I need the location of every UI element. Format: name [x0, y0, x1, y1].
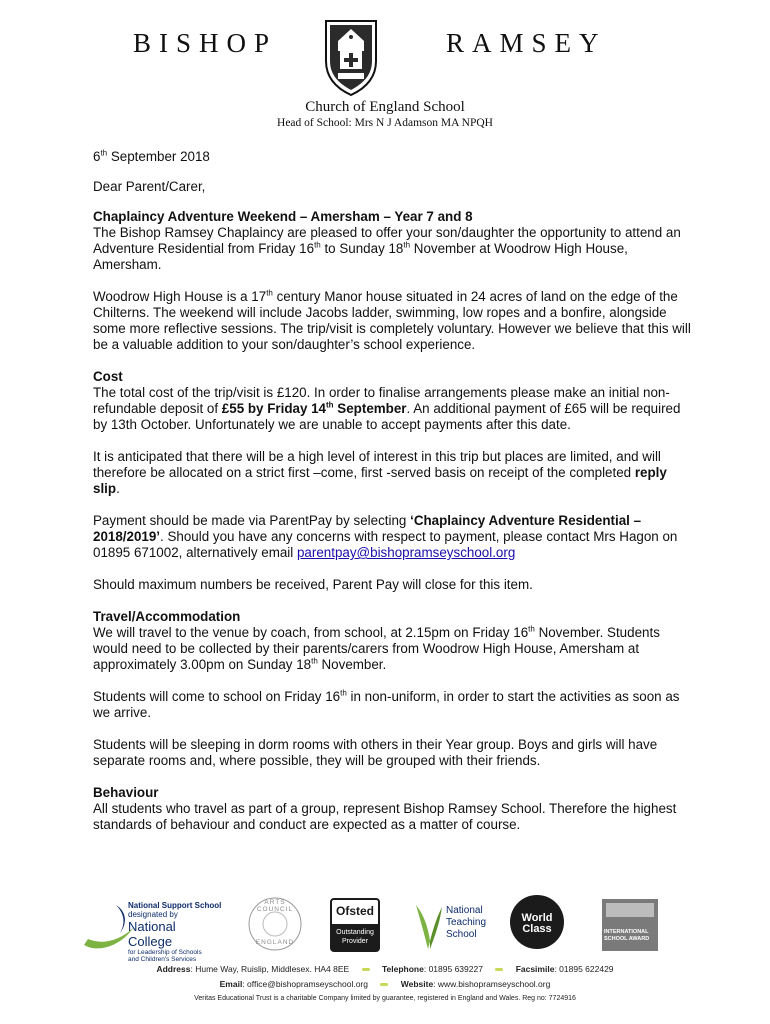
- school-name: Church of England School: [305, 99, 465, 115]
- travel-paragraph: Travel/Accommodation We will travel to the venue by coach, from school, at 2.15pm on Friday 16th November. Students would need to be collected by their parents/carers from Woodrow High House, Amersham at approximately 3.00pm on Sunday 18th November.: [93, 609, 660, 672]
- separator-dash: [362, 968, 370, 971]
- max-numbers-paragraph: Should maximum numbers be received, Parent Pay will close for this item.: [93, 577, 533, 592]
- national-support-school-logo: National Support School designated by National College for Leadership of Schools and Children's Services: [80, 897, 220, 953]
- letter-body: [93, 149, 693, 849]
- interest-paragraph: It is anticipated that there will be a high level of interest in this trip but places are limited, and will therefore be allocated on a strict first –come, first -served basis on receipt of the completed reply slip.: [93, 449, 667, 496]
- dorms-paragraph: Students will be sleeping in dorm rooms with others in their Year group. Boys and girls will have separate rooms and, where possible, they will be grouped with their friends.: [93, 737, 658, 768]
- letter-heading: Chaplaincy Adventure Weekend – Amersham – Year 7 and 8: [93, 209, 473, 224]
- salutation: Dear Parent/Carer,: [93, 179, 206, 194]
- national-teaching-school-logo: National Teaching School: [414, 897, 504, 953]
- letter-date: 6th September 2018: [93, 148, 210, 164]
- behaviour-paragraph: Behaviour All students who travel as part of a group, represent Bishop Ramsey School. Therefore the highest standards of behaviour and conduct are expected as a matter of course.: [93, 785, 677, 832]
- world-class-logo: World Class: [510, 895, 564, 949]
- ofsted-logo: Ofsted Outstanding Provider: [330, 898, 380, 952]
- parentpay-email-link[interactable]: parentpay@bishopramseyschool.org: [296, 545, 516, 560]
- arts-council-logo: ARTS COUNCIL ENGLAND: [246, 895, 304, 953]
- accreditation-logos: [80, 895, 700, 963]
- intro-paragraph: Chaplaincy Adventure Weekend – Amersham – Year 7 and 8 The Bishop Ramsey Chaplaincy are pleased to offer your son/daughter the opportunity to attend an Adventure Residential from Friday 16th to Sunday 18th November at Woodrow High House, Amersham.: [93, 209, 681, 272]
- separator-dash: [380, 983, 388, 986]
- separator-dash: [495, 968, 503, 971]
- footer-contact-line-2: Email: office@bishopramseyschool.org Website: www.bishopramseyschool.org: [219, 979, 551, 989]
- behaviour-heading: Behaviour: [93, 785, 159, 800]
- head-of-school: Head of School: Mrs N J Adamson MA NPQH: [277, 117, 493, 129]
- cost-paragraph: Cost The total cost of the trip/visit is £120. In order to finalise arrangements please make an initial non-refundable deposit of £55 by Friday 14th September. An additional payment of £65 will be required by 13th October. Unfortunately we are unable to accept payments after this date.: [93, 369, 681, 432]
- school-crest-icon: [320, 17, 382, 97]
- payment-paragraph: Payment should be made via ParentPay by selecting ‘Chaplaincy Adventure Residential – 2018/2019’. Should you have any concerns with respect to payment, please contact Mrs Hagon on 01895 671002, alternatively email parentpay@bishopramseyschool.org: [93, 513, 678, 560]
- venue-paragraph: Woodrow High House is a 17th century Manor house situated in 24 acres of land on the edge of the Chilterns. The weekend will include Jacobs ladder, swimming, low ropes and a bonfire, alongside some more reflective sessions. The trip/visit is completely voluntary. However we believe that this will be a valuable addition to your son/daughter’s school experience.: [93, 288, 691, 352]
- cost-heading: Cost: [93, 369, 123, 384]
- footer-contact-line-1: Address: Hume Way, Ruislip, Middlesex. HA4 8EE Telephone: 01895 639227 Facsimile: 01895 622429: [156, 964, 614, 974]
- letterhead-word-right: RAMSEY: [446, 28, 607, 58]
- leaf-icon: [414, 897, 444, 951]
- letterhead-word-left: BISHOP: [133, 28, 278, 58]
- footer-trust-line: Veritas Educational Trust is a charitable Company limited by guarantee, registered in England and Wales. Reg no: 7724916: [194, 995, 576, 1002]
- international-school-award-logo: INTERNATIONAL SCHOOL AWARD: [602, 899, 658, 951]
- uniform-paragraph: Students will come to school on Friday 16th in non-uniform, in order to start the activities as soon as we arrive.: [93, 688, 680, 720]
- travel-heading: Travel/Accommodation: [93, 609, 241, 624]
